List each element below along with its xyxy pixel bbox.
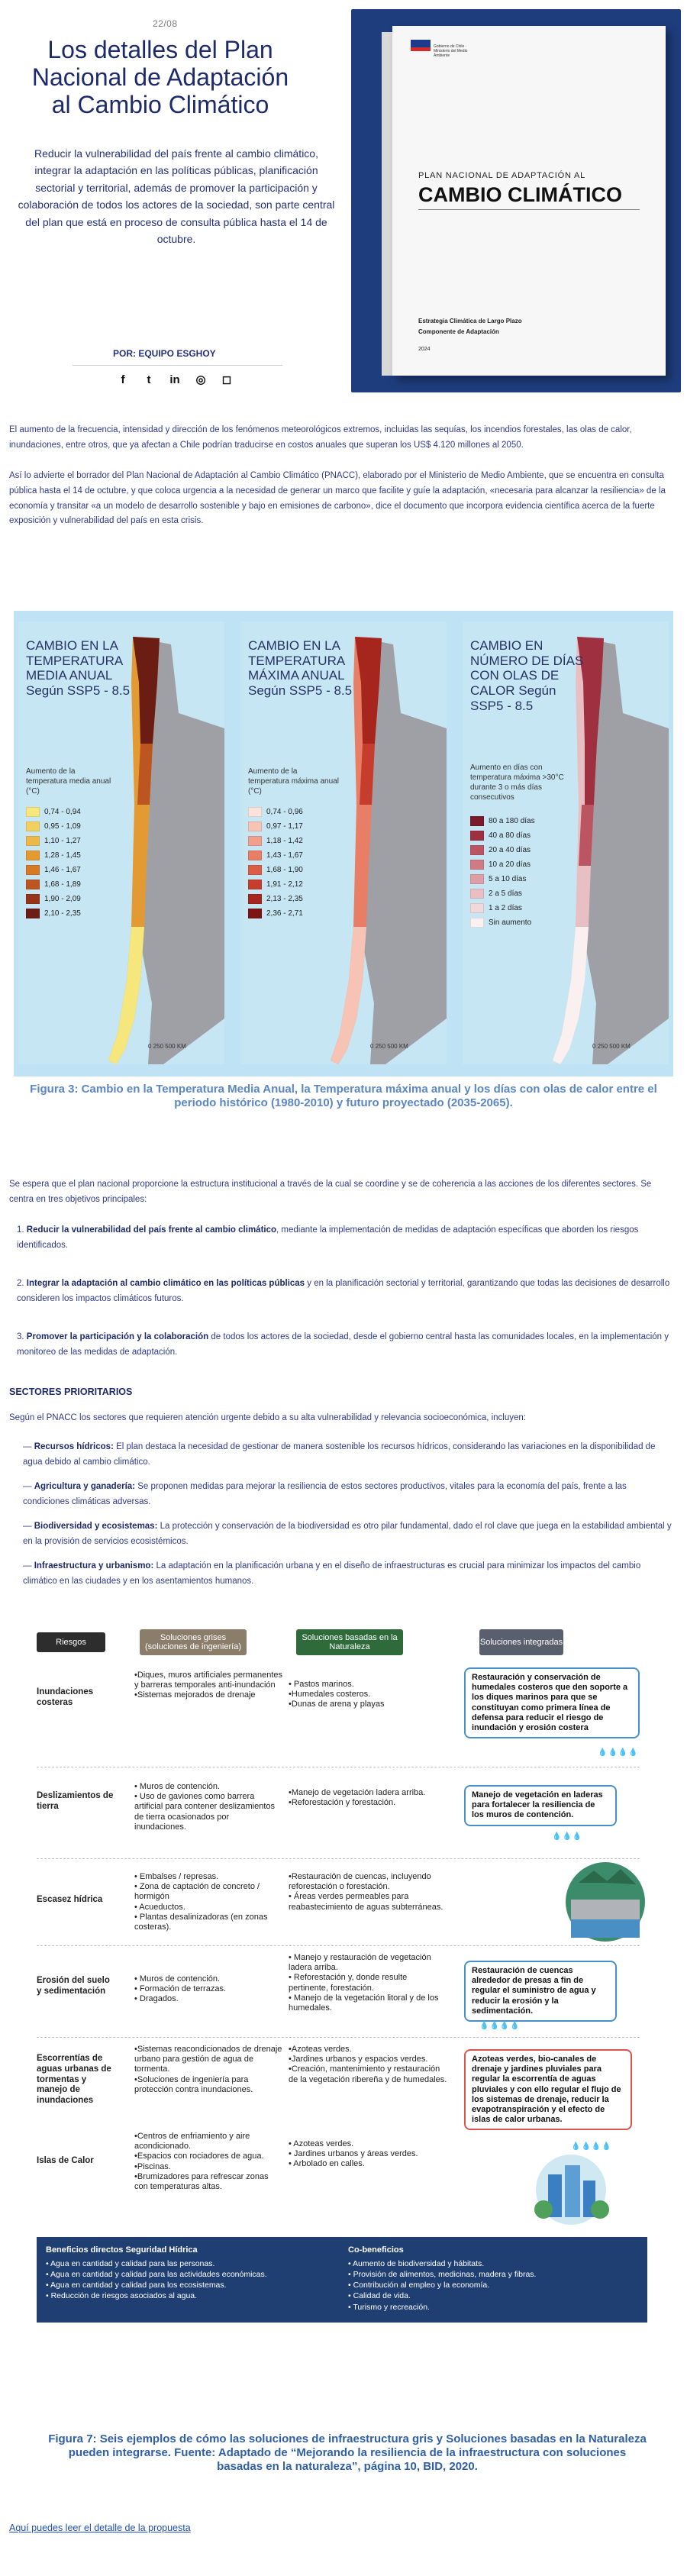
legend-swatch — [248, 894, 262, 904]
co-benefits — [348, 2245, 638, 2313]
legend-label: 1,43 - 1,67 — [266, 851, 303, 860]
sector-text: La adaptación en la planificación urbana y en el diseño de infraestructuras es crucial para minimizar los impactos del cambio climático en las ciudades y en los asentamientos humanos. — [23, 1561, 641, 1586]
header-integrated-solutions: Soluciones integradas — [479, 1629, 563, 1655]
legend — [26, 805, 118, 921]
legend-swatch — [26, 880, 40, 889]
legend-label: Sin aumento — [489, 918, 532, 927]
article-lead: Reducir la vulnerabilidad del país frente al cambio climático, integrar la adaptación en las políticas públicas, planificación sectorial y territorial, además de promover la participación y colaboración de todos los actores de la sociedad, son parte central del plan que está en proceso de consulta pública hasta el 14 de octubre. — [18, 147, 335, 245]
cover-line1: PLAN NACIONAL DE ADAPTACIÓN AL — [418, 171, 586, 180]
legend-item — [26, 848, 118, 863]
article-byline: POR: EQUIPO ESGHOY — [113, 348, 216, 359]
panel-title: CAMBIO EN NÚMERO DE DÍAS CON OLAS DE CALOR Según SSP5 - 8.5 — [470, 638, 584, 713]
legend-item — [248, 805, 340, 819]
legend-item — [248, 906, 340, 921]
objective-bold: Integrar la adaptación al cambio climático en las políticas públicas — [26, 1279, 305, 1288]
instagram-icon[interactable]: ◻ — [221, 373, 232, 386]
legend-swatch — [248, 909, 262, 918]
figure-7-caption: Figura 7: Seis ejemplos de cómo las soluciones de infraestructura gris y Soluciones basadas en la Naturaleza pueden integrarse. Fuente: Adaptado de “Mejorando la resiliencia de la infraestructura con soluciones basadas en la naturaleza”, página 10, BID, 2020. — [48, 2432, 647, 2473]
legend — [470, 814, 562, 930]
legend-label: 0,97 - 1,17 — [266, 822, 303, 831]
legend-item — [248, 819, 340, 834]
legend-swatch — [248, 880, 262, 889]
nature-solution-text: •Restauración de cuencas, incluyendo reforestación o forestación. • Áreas verdes permeables para reabastecimiento de aguas subterráneas. — [289, 1872, 443, 1912]
legend-label: 1,28 - 1,45 — [44, 851, 81, 860]
book-cover — [392, 26, 666, 376]
legend-swatch — [248, 851, 262, 860]
legend-item — [26, 805, 118, 819]
legend-label: 10 a 20 días — [489, 860, 531, 869]
sector-text: La protección y conservación de la biodiversidad es otro pilar fundamental, dado el rol clave que juega en la estabilidad ambiental y en la provisión de servicios ecosistémicos. — [23, 1522, 672, 1546]
water-benefits — [46, 2245, 336, 2302]
legend-label: 1,91 - 2,12 — [266, 880, 303, 889]
legend-label: 0,95 - 1,09 — [44, 822, 81, 831]
header-gray-solutions: Soluciones grises (soluciones de ingeniería) — [140, 1629, 247, 1655]
legend-swatch — [470, 831, 484, 841]
legend-label: 2 a 5 días — [489, 889, 522, 898]
legend-item — [470, 857, 562, 872]
legend-label: 1,18 - 1,42 — [266, 837, 303, 845]
map-panel-mean-temp — [18, 621, 224, 1064]
legend-item — [26, 819, 118, 834]
plan-cover-image — [351, 9, 681, 392]
whatsapp-icon[interactable]: ◎ — [195, 373, 206, 386]
legend-label: 80 a 180 días — [489, 817, 535, 825]
proposal-link[interactable]: Aquí puedes leer el detalle de la propuesta — [9, 2523, 191, 2533]
sector-bold: Biodiversidad y ecosistemas: — [34, 1522, 158, 1531]
legend-item — [470, 915, 562, 930]
legend — [248, 805, 340, 921]
legend-swatch — [470, 918, 484, 928]
legend-swatch — [470, 903, 484, 913]
dam-illustration — [563, 1860, 647, 1944]
legend-title: Aumento de la temperatura máxima anual (°C) — [248, 767, 339, 796]
nature-solution-text: • Manejo y restauración de vegetación ladera arriba. • Reforestación y, donde resulte pertinente, forestación. • Manejo de la vegetación litoral y de los humedales. — [289, 1953, 439, 2013]
legend-swatch — [248, 807, 262, 817]
legend-label: 0,74 - 0,96 — [266, 808, 303, 816]
government-logo — [411, 40, 468, 66]
legend-item — [26, 834, 118, 848]
legend-title: Aumento de la temperatura media anual (°C) — [26, 767, 111, 796]
objective-item-3 — [17, 1330, 675, 1360]
panel-title: CAMBIO EN LA TEMPERATURA MEDIA ANUAL Según SSP5 - 8.5 — [26, 638, 131, 699]
legend-item — [470, 901, 562, 915]
risk-label: Escasez hídrica — [37, 1895, 103, 1904]
sectors-intro: Según el PNACC los sectores que requieren atención urgente debido a su alta vulnerabilidad y relevancia socioeconómica, incluyen: — [9, 1413, 526, 1422]
scale-bar: 0 250 500 KM — [370, 1043, 408, 1050]
figure-3-caption: Figura 3: Cambio en la Temperatura Media Anual, la Temperatura máxima anual y los días con olas de calor entre el periodo histórico (1980-2010) y futuro proyectado (2035-2065). — [30, 1083, 657, 1109]
legend-item — [470, 872, 562, 886]
sector-item-water: — Recursos hídricos: El plan destaca la necesidad de gestionar de manera sostenible los recursos hídricos, considerando las variaciones en la disponibilidad de agua debido al cambio climático. — [23, 1442, 656, 1467]
legend-swatch — [470, 816, 484, 826]
map-panel-heat-waves — [463, 621, 669, 1064]
gray-solution-text: •Diques, muros artificiales permanentes y barreras temporales anti-inundación •Sistemas mejorados de drenaje — [134, 1671, 282, 1700]
integrated-solution-box: Azoteas verdes, bio-canales de drenaje y jardines pluviales para regular la escorrentía de aguas pluviales y con ello regular el flujo de los sistemas de drenaje, reducir la evapotranspiración y el efecto de islas de calor urbanas. — [464, 2049, 632, 2130]
legend-label: 1 a 2 días — [489, 904, 522, 912]
legend-label: 20 a 40 días — [489, 846, 531, 854]
objective-text: y en la planificación sectorial y territorial, garantizando que todas las decisiones de desarrollo consideren los impactos climáticos futuros. — [17, 1279, 670, 1303]
legend-swatch — [26, 865, 40, 875]
legend-item — [248, 834, 340, 848]
cover-year: 2024 — [418, 347, 431, 352]
sectors-heading: SECTORES PRIORITARIOS — [9, 1386, 133, 1397]
government-logo-text: Gobierno de Chile · Ministerio del Medio Ambiente — [434, 44, 468, 58]
header-nature-solutions: Soluciones basadas en la Naturaleza — [296, 1629, 403, 1655]
legend-title: Aumento en días con temperatura máxima >30°C durante 3 o más días consecutivos — [470, 763, 564, 802]
scale-bar: 0 250 500 KM — [592, 1043, 631, 1050]
legend-item — [248, 877, 340, 892]
legend-item — [248, 848, 340, 863]
legend-label: 5 a 10 días — [489, 875, 527, 883]
cover-rule — [418, 209, 640, 210]
legend-item — [470, 828, 562, 843]
sector-bold: Agricultura y ganadería: — [34, 1482, 135, 1491]
water-drops-icon: 💧💧💧💧 — [598, 1748, 639, 1757]
legend-swatch — [26, 822, 40, 831]
legend-item — [470, 843, 562, 857]
nature-solution-text: •Manejo de vegetación ladera arriba. •Reforestación y forestación. — [289, 1788, 426, 1808]
objective-item-1 — [17, 1223, 675, 1253]
water-drops-icon: 💧💧💧 — [552, 1832, 583, 1841]
objective-bold: Reducir la vulnerabilidad del país frente al cambio climático — [26, 1225, 277, 1235]
legend-swatch — [26, 909, 40, 918]
water-benefits-title: Beneficios directos Seguridad Hídrica — [46, 2245, 198, 2255]
objective-number: 3. — [17, 1332, 24, 1341]
cover-sub2: Componente de Adaptación — [418, 328, 499, 335]
legend-label: 1,90 - 2,09 — [44, 895, 81, 903]
legend-label: 1,68 - 1,90 — [266, 866, 303, 874]
legend-item — [26, 877, 118, 892]
water-benefits-list: • Agua en cantidad y calidad para las personas. • Agua en cantidad y calidad para las actividades económicas. • Agua en cantidad y calidad para los ecosistemas. • Reducción de riesgos asociados al agua. — [46, 2258, 267, 2301]
intro-paragraph-2: Así lo advierte el borrador del Plan Nacional de Adaptación al Cambio Climático (PNACC), elaborado por el Ministerio de Medio Ambiente, que se encuentra en consulta pública hasta el 14 de octubre, y que coloca urgencia a la necesidad de generar un marco que facilite y guíe la adaptación, «necesaria para alcanzar la resiliencia» de la economía y transitar «a un modelo de desarrollo sostenible y bajo en emisiones de carbono», dice el documento que incorpora evidencia científica acerca de la fuerte exposición y vulnerabilidad del país en esta crisis. — [9, 471, 666, 526]
legend-label: 1,68 - 1,89 — [44, 880, 81, 889]
risk-label: Erosión del suelo y sedimentación — [37, 1976, 110, 1996]
integrated-solution-box: Restauración y conservación de humedales costeros que den soporte a los diques marinos para que se constituyan como primera línea de defensa para reducir el riesgo de inundación y erosión costera — [464, 1667, 640, 1738]
legend-swatch — [470, 874, 484, 884]
cover-line2: CAMBIO CLIMÁTICO — [418, 183, 622, 206]
legend-item — [26, 892, 118, 906]
row-divider — [37, 1858, 640, 1859]
gray-solution-text: • Muros de contención. • Uso de gaviones como barrera artificial para contener deslizamientos de tierra ocasionados por inundaciones. — [134, 1782, 276, 1832]
objective-text: de todos los actores de la sociedad, desde el gobierno central hasta las comunidades locales, en la implementación y monitoreo de las medidas de adaptación. — [17, 1332, 669, 1357]
legend-swatch — [26, 894, 40, 904]
sector-bold: Infraestructura y urbanismo: — [34, 1561, 154, 1570]
legend-swatch — [26, 807, 40, 817]
gray-solution-text: • Muros de contención. • Formación de terrazas. • Dragados. — [134, 1974, 227, 2004]
panel-title: CAMBIO EN LA TEMPERATURA MÁXIMA ANUAL Según SSP5 - 8.5 — [248, 638, 353, 699]
legend-item — [26, 906, 118, 921]
linkedin-icon[interactable]: in — [169, 373, 180, 386]
legend-item — [470, 814, 562, 828]
legend-swatch — [26, 851, 40, 860]
byline-divider — [73, 365, 282, 366]
cover-subtitle — [418, 316, 522, 337]
intro-paragraph-1: El aumento de la frecuencia, intensidad y dirección de los fenómenos meteorológicos extremos, incluidas las sequías, los incendios forestales, las olas de calor, inundaciones, entre otros, que ya afectan a Chile podrían traducirse en costos anuales que superan los US$ 4.120 millones al 2050. — [9, 425, 632, 450]
sector-item-biodiversity: — Biodiversidad y ecosistemas: La protección y conservación de la biodiversidad es otro pilar fundamental, dado el rol clave que juega en la estabilidad ambiental y en la provisión de servicios ecosistémicos. — [23, 1522, 672, 1546]
legend-label: 1,46 - 1,67 — [44, 866, 81, 874]
twitter-icon[interactable]: t — [147, 373, 151, 386]
objective-number: 2. — [17, 1279, 24, 1288]
co-benefits-list: • Aumento de biodiversidad y hábitats. • Provisión de alimentos, medicinas, madera y fibras. • Contribución al empleo y la economía. • Calidad de vida. • Turismo y recreación. — [348, 2258, 537, 2312]
scale-bar: 0 250 500 KM — [148, 1043, 186, 1050]
row-divider — [37, 1945, 640, 1946]
objective-bold: Promover la participación y la colaboración — [26, 1332, 209, 1341]
article-title: Los detalles del Plan Nacional de Adaptación al Cambio Climático — [31, 36, 289, 118]
legend-label: 2,13 - 2,35 — [266, 895, 303, 903]
legend-swatch — [248, 822, 262, 831]
integrated-solution-box: Restauración de cuencas alrededor de presas a fin de regular el suministro de agua y reducir la erosión y la sedimentación. — [464, 1961, 617, 2022]
row-divider — [37, 2037, 640, 2038]
legend-label: 0,74 - 0,94 — [44, 808, 81, 816]
gray-solution-text: •Sistemas reacondicionados de drenaje urbano para gestión de agua de tormenta. •Soluciones de ingeniería para protección contra inundaciones. — [134, 2045, 282, 2094]
nature-solution-text: • Pastos marinos. •Humedales costeros. •Dunas de arena y playas — [289, 1680, 385, 1709]
legend-item — [470, 886, 562, 901]
figure-7-infographic — [37, 1632, 647, 2319]
sector-item-infrastructure: — Infraestructura y urbanismo: La adaptación en la planificación urbana y en el diseño de infraestructuras es crucial para minimizar los impactos del cambio climático en las ciudades y en los asentamientos humanos. — [23, 1561, 641, 1586]
social-share-bar — [114, 371, 235, 388]
legend-swatch — [248, 836, 262, 846]
legend-item — [26, 863, 118, 877]
objective-item-2 — [17, 1277, 675, 1306]
sector-item-agriculture: — Agricultura y ganadería: Se proponen medidas para mejorar la resiliencia de estos sectores productivos, vitales para la economía del país, frente a las condiciones climáticas adversas. — [23, 1482, 627, 1506]
legend-label: 2,10 - 2,35 — [44, 909, 81, 918]
legend-swatch — [248, 865, 262, 875]
risk-label: Islas de Calor — [37, 2156, 94, 2165]
facebook-icon[interactable]: f — [121, 373, 125, 386]
gray-solution-text: •Centros de enfriamiento y aire acondicionado. •Espacios con rociadores de agua. •Piscinas. •Brumizadores para refrescar zonas con temperaturas altas. — [134, 2132, 269, 2191]
objective-number: 1. — [17, 1225, 24, 1235]
nature-solution-text: • Azoteas verdes. • Jardines urbanos y áreas verdes. • Arbolado en calles. — [289, 2139, 418, 2169]
risk-label: Inundaciones costeras — [37, 1687, 94, 1707]
benefits-panel — [37, 2237, 647, 2323]
legend-swatch — [26, 836, 40, 846]
map-panel-max-temp — [240, 621, 447, 1064]
risk-label: Deslizamientos de tierra — [37, 1791, 114, 1811]
legend-label: 2,36 - 2,71 — [266, 909, 303, 918]
green-city-illustration — [525, 2152, 617, 2228]
legend-swatch — [470, 860, 484, 870]
objective-text: , mediante la implementación de medidas de adaptación específicas que aborden los riesgos identificados. — [17, 1225, 639, 1250]
nature-solution-text: •Azoteas verdes. •Jardines urbanos y espacios verdes. •Creación, mantenimiento y restauración de la vegetación ribereña y de humedales. — [289, 2045, 447, 2084]
risk-label: Escorrentías de aguas urbanas de tormentas y manejo de inundaciones — [37, 2054, 111, 2106]
legend-item — [248, 863, 340, 877]
sector-text: Se proponen medidas para mejorar la resiliencia de estos sectores productivos, vitales para la economía del país, frente a las condiciones climáticas adversas. — [23, 1482, 627, 1506]
legend-swatch — [470, 845, 484, 855]
cover-sub1: Estrategia Climática de Largo Plazo — [418, 318, 522, 324]
legend-swatch — [470, 889, 484, 899]
header-risks: Riesgos — [37, 1632, 105, 1652]
legend-item — [248, 892, 340, 906]
sector-bold: Recursos hídricos: — [34, 1442, 114, 1451]
gray-solution-text: • Embalses / represas. • Zona de captación de concreto / hormigón • Acueductos. • Plantas desalinizadoras (en zonas costeras). — [134, 1872, 268, 1932]
co-benefits-title: Co-beneficios — [348, 2245, 404, 2255]
water-drops-icon: 💧💧💧💧 — [571, 2142, 612, 2151]
legend-label: 1,10 - 1,27 — [44, 837, 81, 845]
figure-3-maps — [14, 611, 673, 1077]
sector-text: El plan destaca la necesidad de gestionar de manera sostenible los recursos hídricos, considerando las variaciones en la disponibilidad de agua debido al cambio climático. — [23, 1442, 656, 1467]
article-date: 22/08 — [153, 18, 178, 29]
objectives-intro: Se espera que el plan nacional proporcione la estructura institucional a través de la cual se coordine y se de coherencia a las acciones de los diferentes sectores. Se centra en tres objetivos principales: — [9, 1180, 652, 1204]
legend-label: 40 a 80 días — [489, 831, 531, 840]
integrated-solution-box: Manejo de vegetación en laderas para fortalecer la resiliencia de los muros de contención. — [464, 1785, 617, 1826]
water-drops-icon: 💧💧💧💧 — [479, 2022, 521, 2030]
book-spine — [382, 32, 392, 376]
